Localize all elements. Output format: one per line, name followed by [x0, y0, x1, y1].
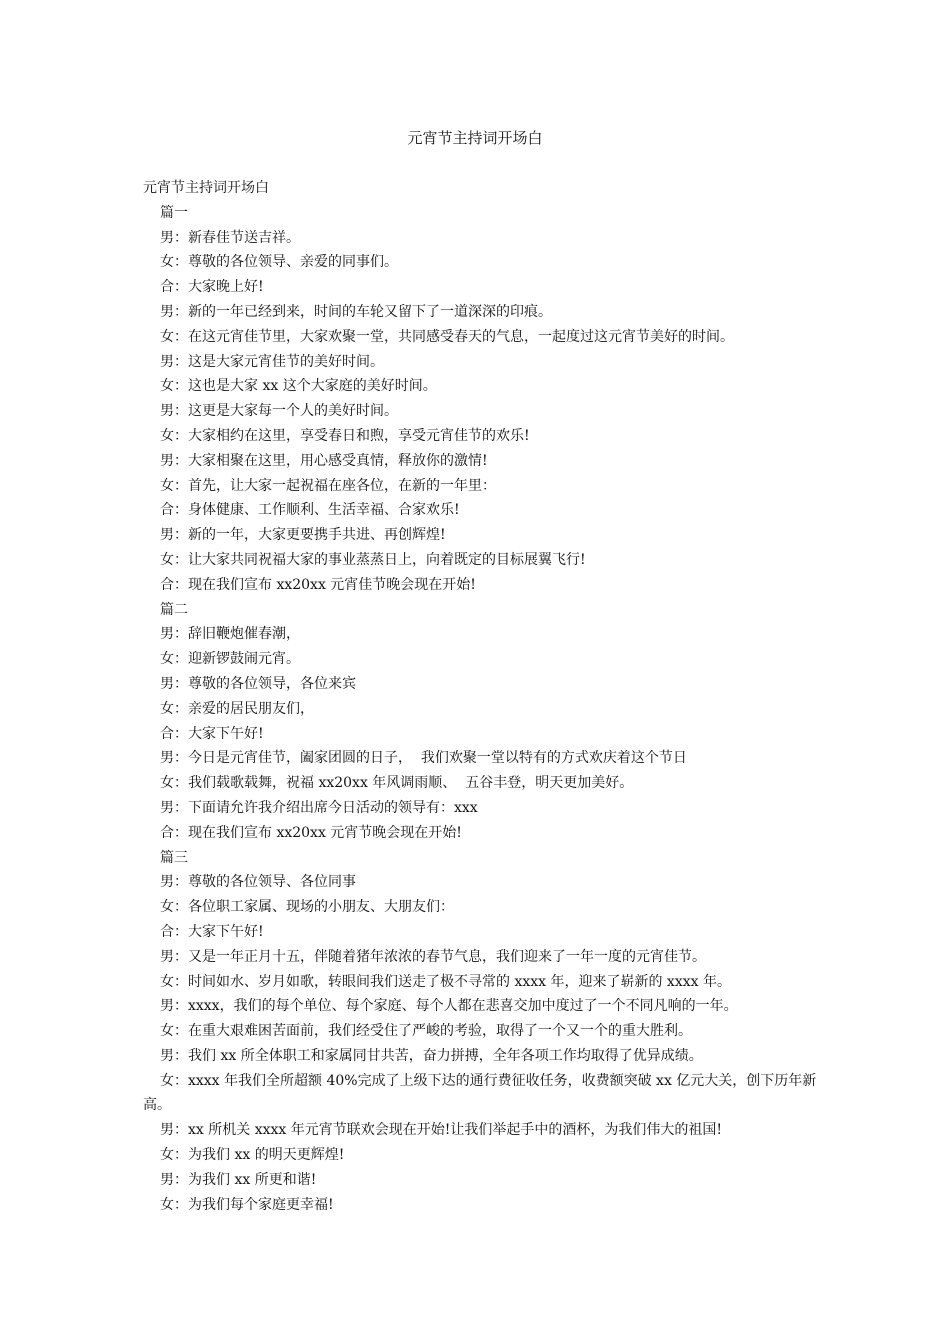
- dialogue-line: 男：今日是元宵佳节，阖家团圆的日子， 我们欢聚一堂以特有的方式欢庆着这个节日: [160, 750, 687, 767]
- dialogue-line: 女：为我们 xx 的明天更辉煌!: [160, 1147, 345, 1164]
- dialogue-line: 男：我们 xx 所全体职工和家属同甘共苦，奋力拼搏，全年各项工作均取得了优异成绩。: [160, 1047, 703, 1064]
- dialogue-line: 男：新的一年，大家更要携手共进、再创辉煌!: [160, 527, 446, 544]
- section-heading-2: 篇二: [160, 601, 188, 618]
- dialogue-line: 合：现在我们宣布 xx20xx 元宵节晚会现在开始!: [160, 824, 462, 841]
- dialogue-line: 男：xxxx，我们的每个单位、每个家庭、每个人都在悲喜交加中度过了一个不同凡响的一年。: [160, 998, 738, 1015]
- dialogue-line: 男：新春佳节送吉祥。: [160, 229, 300, 246]
- dialogue-line: 合：大家下午好!: [160, 923, 264, 940]
- dialogue-line: 男：这是大家元宵佳节的美好时间。: [160, 353, 384, 370]
- page-title: 元宵节主持词开场白: [407, 129, 543, 147]
- dialogue-line: 合：身体健康、工作顺利、生活幸福、合家欢乐!: [160, 502, 460, 519]
- dialogue-line: 女：迎新锣鼓闹元宵。: [160, 651, 300, 668]
- section-heading-1: 篇一: [160, 204, 188, 221]
- dialogue-line: 男：又是一年正月十五，伴随着猪年浓浓的春节气息，我们迎来了一年一度的元宵佳节。: [160, 948, 706, 965]
- dialogue-line: 女：为我们每个家庭更幸福!: [160, 1196, 334, 1213]
- dialogue-line: 男：尊敬的各位领导、各位同事: [160, 874, 356, 891]
- dialogue-line: 女：各位职工家属、现场的小朋友、大朋友们：: [160, 899, 454, 916]
- dialogue-line: 女：在这元宵佳节里，大家欢聚一堂，共同感受春天的气息，一起度过这元宵节美好的时间。: [160, 328, 734, 345]
- dialogue-line: 女：时间如水、岁月如歌，转眼间我们送走了极不寻常的 xxxx 年，迎来了崭新的 xxxx 年。: [160, 973, 731, 990]
- dialogue-line: 女：让大家共同祝福大家的事业蒸蒸日上，向着既定的目标展翼飞行!: [160, 551, 586, 568]
- dialogue-line: 合：现在我们宣布 xx20xx 元宵佳节晚会现在开始!: [160, 576, 476, 593]
- dialogue-line: 女：在重大艰难困苦面前，我们经受住了严峻的考验，取得了一个又一个的重大胜利。: [160, 1023, 692, 1040]
- dialogue-line: 女：首先，让大家一起祝福在座各位，在新的一年里：: [160, 477, 496, 494]
- document-body: [143, 176, 823, 1217]
- document-heading: 元宵节主持词开场白: [143, 180, 269, 196]
- dialogue-line: 男：辞旧鞭炮催春潮，: [160, 626, 300, 643]
- section-heading-3: 篇三: [160, 849, 188, 866]
- dialogue-line: 女：这也是大家 xx 这个大家庭的美好时间。: [160, 378, 437, 395]
- dialogue-line: 女：xxxx 年我们全所超额 40%完成了上级下达的通行费征收任务，收费额突破 xx 亿元大关，创下历年新高。: [143, 1072, 817, 1114]
- dialogue-line: 男：为我们 xx 所更和谐!: [160, 1171, 317, 1188]
- dialogue-line: 男：这更是大家每一个人的美好时间。: [160, 403, 398, 420]
- dialogue-line: 男：大家相聚在这里，用心感受真情，释放你的激情!: [160, 452, 488, 469]
- dialogue-line: 合：大家下午好!: [160, 725, 264, 742]
- dialogue-line: 合：大家晚上好!: [160, 279, 264, 296]
- dialogue-line: 女：大家相约在这里，享受春日和煦，享受元宵佳节的欢乐!: [160, 427, 530, 444]
- dialogue-line: 女：尊敬的各位领导、亲爱的同事们。: [160, 254, 398, 271]
- dialogue-line: 女：我们载歌载舞，祝福 xx20xx 年风调雨顺、 五谷丰登，明天更加美好。: [160, 775, 634, 792]
- dialogue-line: 男：新的一年已经到来，时间的车轮又留下了一道深深的印痕。: [160, 303, 552, 320]
- dialogue-line: 女：亲爱的居民朋友们，: [160, 700, 314, 717]
- dialogue-line: 男：下面请允许我介绍出席今日活动的领导有：xxx: [160, 799, 478, 816]
- dialogue-line: 男：xx 所机关 xxxx 年元宵节联欢会现在开始!让我们举起手中的酒杯，为我们伟大的祖国!: [160, 1122, 722, 1139]
- dialogue-line: 男：尊敬的各位领导，各位来宾: [160, 675, 356, 692]
